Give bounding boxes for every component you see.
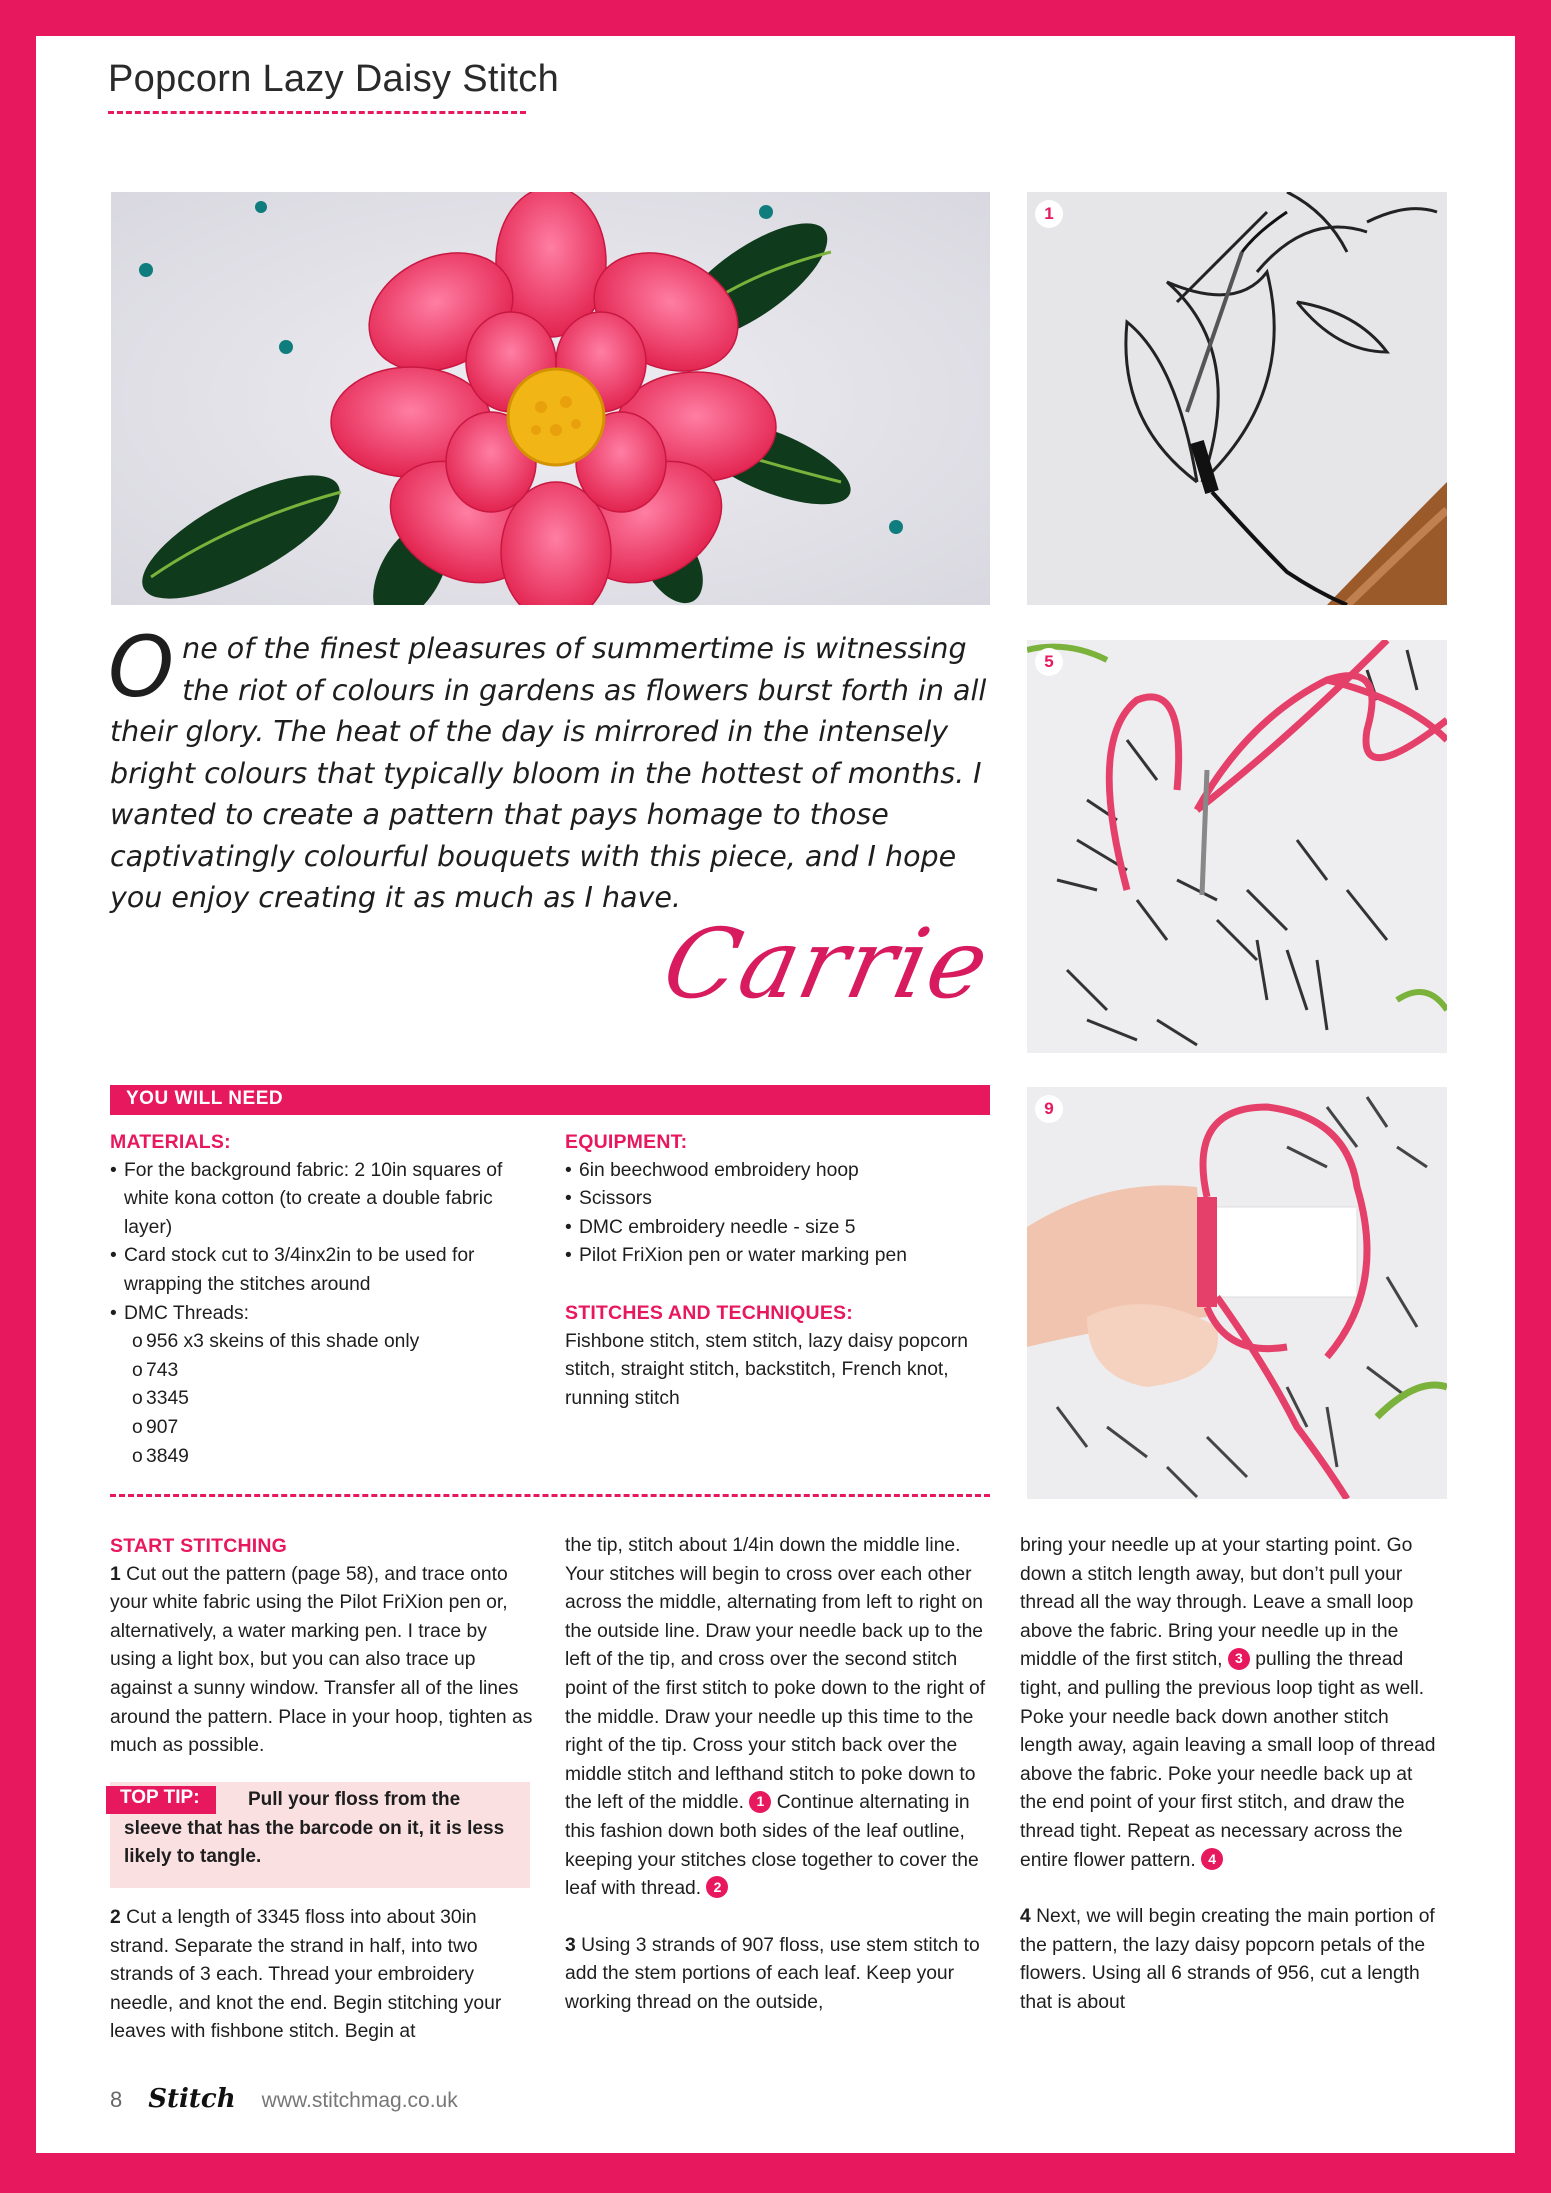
stitches-heading: STITCHES AND TECHNIQUES: — [565, 1301, 853, 1324]
tip-label: TOP TIP: — [106, 1786, 216, 1814]
page-number: 8 — [110, 2087, 123, 2112]
photo-ref-badge: 2 — [706, 1876, 728, 1898]
equipment-column — [565, 1128, 975, 1413]
threads-list — [110, 1328, 520, 1471]
flower-illustration — [111, 192, 990, 605]
list-item: o 743 — [110, 1357, 520, 1386]
equipment-list — [565, 1157, 975, 1271]
list-item: • Scissors — [565, 1185, 975, 1214]
photo-ref-badge: 4 — [1201, 1848, 1223, 1870]
step-photo-9 — [1027, 1087, 1447, 1499]
materials-column — [110, 1128, 520, 1471]
list-item: • Pilot FriXion pen or water marking pen — [565, 1242, 975, 1271]
step-photo-1 — [1027, 192, 1447, 605]
body-column-2 — [565, 1532, 990, 2018]
body-column-3 — [1020, 1532, 1440, 2018]
hero-photo — [111, 192, 990, 605]
list-item: • DMC embroidery needle - size 5 — [565, 1214, 975, 1243]
step-4-text: 4 Next, we will begin creating the main portion of the pattern, the lazy daisy popcorn petals of the flowers. Using all 6 strands of 956, cut a length that is about — [1020, 1906, 1435, 2013]
step-2-text: 2 Cut a length of 3345 floss into about 30in strand. Separate the strand in half, into two strands of 3 each. Thread your embroidery needle, and knot the end. Begin stitching your leaves with fishbone stitch. Begin at — [110, 1907, 502, 2043]
body-column-1 — [110, 1532, 535, 1761]
card-wrap-illustration — [1027, 1087, 1447, 1499]
materials-list — [110, 1157, 520, 1329]
title-underline — [108, 111, 526, 114]
magazine-logo: Stitch — [148, 2084, 236, 2114]
leaf-stitch-illustration — [1027, 192, 1447, 605]
stitches-text: Fishbone stitch, stem stitch, lazy daisy popcorn stitch, straight stitch, backstitch, French knot, running stitch — [565, 1330, 968, 1409]
body-column-1-continued — [110, 1904, 535, 2047]
step-photo-5 — [1027, 640, 1447, 1053]
step-badge: 1 — [1035, 200, 1063, 228]
page-footer — [110, 2084, 458, 2114]
top-tip-box — [110, 1782, 530, 1888]
section-divider — [110, 1494, 990, 1497]
step-badge: 9 — [1035, 1095, 1063, 1123]
step-3-continued: bring your needle up at your starting point. Go down a stitch length away, but don’t pull your thread all the way through. Leave a small loop above the fabric. Bring your needle up in the middle of the first stitch, 3 pulling the thread tight, and pulling the previous loop tight as well. Poke your needle back down another stitch length away, again leaving a small loop of thread above the fabric. Poke your needle back up at the end point of your first stitch, and draw the thread tight. Repeat as necessary across the entire flower pattern. 4 — [1020, 1535, 1436, 1871]
list-item: • 6in beechwood embroidery hoop — [565, 1157, 975, 1186]
list-item: o 907 — [110, 1414, 520, 1443]
list-item: • Card stock cut to 3/4inx2in to be used for wrapping the stitches around — [110, 1242, 520, 1299]
intro-paragraph — [108, 618, 990, 919]
list-item: • For the background fabric: 2 10in squares of white kona cotton (to create a double fabric layer) — [110, 1157, 520, 1243]
photo-ref-badge: 1 — [749, 1791, 771, 1813]
page-title: Popcorn Lazy Daisy Stitch — [108, 58, 560, 100]
list-item: o 3849 — [110, 1443, 520, 1472]
author-signature: Carrie — [654, 908, 1000, 1020]
step-badge: 5 — [1035, 648, 1063, 676]
step-3-text: 3 Using 3 strands of 907 floss, use stem stitch to add the stem portions of each leaf. Keep your working thread on the outside, — [565, 1934, 980, 2013]
website-url: www.stitchmag.co.uk — [261, 2089, 458, 2112]
photo-ref-badge: 3 — [1228, 1648, 1250, 1670]
step-2-continued: the tip, stitch about 1/4in down the middle line. Your stitches will begin to cross over each other across the middle, alternating from left to right on the outside line. Draw your needle back up to the left of the tip, and cross over the second stitch point of the first stitch to poke down to the right of the middle. Draw your needle up this time to the right of the tip. Cross your stitch back over the middle stitch and lefthand stitch to poke down to the left of the middle. 1 Continue alternating in this fashion down both sides of the leaf outline, keeping your stitches close together to cover the leaf with thread. 2 — [565, 1535, 986, 1900]
intro-text: ne of the finest pleasures of summertime is witnessing the riot of colours in gardens as flowers burst forth in all their glory. The heat of the day is mirrored in the intensely bright colours that typically bloom in the hottest of months. I wanted to create a pattern that pays homage to those captivatingly colourful bouquets with this piece, and I hope you enjoy creating it as much as I have. — [110, 632, 987, 914]
materials-heading: MATERIALS: — [110, 1131, 231, 1153]
list-item: o 3345 — [110, 1385, 520, 1414]
start-stitching-heading: START STITCHING — [110, 1535, 288, 1557]
drop-cap: O — [108, 618, 175, 716]
you-will-need-bar: YOU WILL NEED — [110, 1085, 990, 1115]
list-item: • DMC Threads: — [110, 1300, 520, 1329]
tip-text: Pull your floss from the sleeve that has the barcode on it, it is less likely to tangle. — [124, 1789, 505, 1868]
step-1-text: 1 Cut out the pattern (page 58), and trace onto your white fabric using the Pilot FriXion pen or, alternatively, a water marking pen. I trace by using a light box, but you can also trace up against a sunny window. Transfer all of the lines around the pattern. Place in your hoop, tighten as much as possible. — [110, 1563, 533, 1757]
popcorn-loop-illustration — [1027, 640, 1447, 1053]
list-item: o 956 x3 skeins of this shade only — [110, 1328, 520, 1357]
equipment-heading: EQUIPMENT: — [565, 1131, 688, 1153]
page — [36, 36, 1515, 2153]
